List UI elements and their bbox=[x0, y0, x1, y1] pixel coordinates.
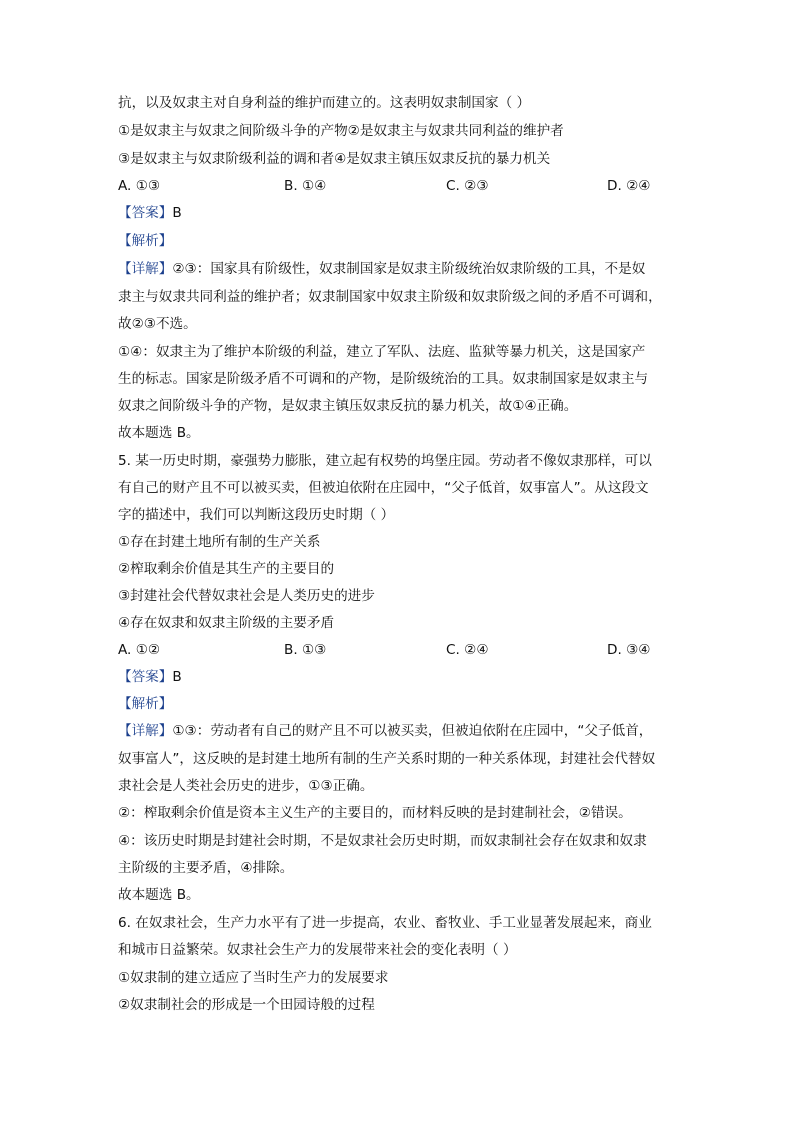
q5-stem-line: 字的描述中，我们可以判断这段历史时期（ ） bbox=[118, 507, 395, 523]
answer-value: B bbox=[172, 669, 182, 685]
detail-text: ②③：国家具有阶级性，奴隶制国家是奴隶主阶级统治奴隶阶级的工具，不是奴 bbox=[172, 261, 646, 277]
q4-option-d: D. ②④ bbox=[607, 178, 651, 194]
q5-answer-line bbox=[118, 667, 182, 687]
q5-detail-line: 奴事富人”，这反映的是封建土地所有制的生产关系时期的一种关系体现，封建社会代替奴 bbox=[118, 751, 656, 767]
q5-statement: ①存在封建土地所有制的生产关系 bbox=[118, 534, 321, 550]
q5-detail-line bbox=[118, 721, 652, 741]
q4-detail-line: 奴隶之间阶级斗争的产物，是奴隶主镇压奴隶反抗的暴力机关，故①④正确。 bbox=[118, 398, 578, 414]
q4-detail-line bbox=[118, 259, 645, 279]
q4-statement-line: ③是奴隶主与奴隶阶级利益的调和者④是奴隶主镇压奴隶反抗的暴力机关 bbox=[118, 151, 551, 167]
q5-statement: ④存在奴隶和奴隶主阶级的主要矛盾 bbox=[118, 615, 335, 631]
q6-statement: ②奴隶制社会的形成是一个田园诗般的过程 bbox=[118, 997, 375, 1013]
detail-tag: 【详解】 bbox=[118, 723, 173, 739]
q5-analysis-tag bbox=[118, 694, 172, 714]
q5-option-d: D. ③④ bbox=[607, 642, 651, 658]
q6-stem-line: 6. 在奴隶社会，生产力水平有了进一步提高，农业、畜牧业、手工业显著发展起来，商业 bbox=[118, 915, 652, 931]
q5-detail-line: ④：该历史时期是封建社会时期，不是奴隶社会历史时期，而奴隶制社会存在奴隶和奴隶 bbox=[118, 833, 647, 849]
q4-stem-tail: 抗，以及奴隶主对自身利益的维护而建立的。这表明奴隶制国家（ ） bbox=[118, 95, 531, 111]
answer-tag: 【答案】 bbox=[118, 669, 173, 685]
q6-statement: ①奴隶制的建立适应了当时生产力的发展要求 bbox=[118, 970, 389, 986]
detail-tag: 【详解】 bbox=[118, 261, 173, 277]
q5-conclusion: 故本题选 B。 bbox=[118, 887, 200, 903]
q4-detail-line: 故②③不选。 bbox=[118, 316, 197, 332]
analysis-tag: 【解析】 bbox=[118, 696, 173, 712]
q4-option-b: B. ①④ bbox=[284, 178, 327, 194]
q4-option-c: C. ②③ bbox=[446, 178, 489, 194]
q5-detail-line: 主阶级的主要矛盾，④排除。 bbox=[118, 860, 294, 876]
detail-text: ①③：劳动者有自己的财产且不可以被买卖，但被迫依附在庄园中，“父子低首， bbox=[172, 723, 653, 739]
q5-option-a: A. ①② bbox=[118, 642, 161, 658]
answer-tag: 【答案】 bbox=[118, 205, 173, 221]
q4-analysis-tag bbox=[118, 231, 172, 251]
q5-statement: ②榨取剩余价值是其生产的主要目的 bbox=[118, 561, 335, 577]
q4-conclusion: 故本题选 B。 bbox=[118, 425, 200, 441]
answer-value: B bbox=[172, 205, 182, 221]
q5-stem-line: 有自己的财产且不可以被买卖，但被迫依附在庄园中，“父子低首，奴事富人”。从这段文 bbox=[118, 480, 649, 496]
q5-detail-line: 隶社会是人类社会历史的进步，①③正确。 bbox=[118, 778, 374, 794]
q4-detail-line: 隶主与奴隶共同利益的维护者；奴隶制国家中奴隶主阶级和奴隶阶级之间的矛盾不可调和， bbox=[118, 289, 662, 305]
analysis-tag: 【解析】 bbox=[118, 233, 173, 249]
q5-option-b: B. ①③ bbox=[284, 642, 327, 658]
q4-detail-line: ①④：奴隶主为了维护本阶级的利益，建立了军队、法庭、监狱等暴力机关，这是国家产 bbox=[118, 344, 646, 360]
q4-option-a: A. ①③ bbox=[118, 178, 161, 194]
q5-option-c: C. ②④ bbox=[446, 642, 489, 658]
q4-statement-line: ①是奴隶主与奴隶之间阶级斗争的产物②是奴隶主与奴隶共同利益的维护者 bbox=[118, 123, 564, 139]
q6-stem-line: 和城市日益繁荣。奴隶社会生产力的发展带来社会的变化表明（ ） bbox=[118, 942, 517, 958]
q5-stem-line: 5. 某一历史时期，豪强势力膨胀，建立起有权势的坞堡庄园。劳动者不像奴隶那样，可以 bbox=[118, 453, 652, 469]
q5-statement: ③封建社会代替奴隶社会是人类历史的进步 bbox=[118, 588, 375, 604]
q4-answer-line bbox=[118, 203, 182, 223]
q4-detail-line: 生的标志。国家是阶级矛盾不可调和的产物，是阶级统治的工具。奴隶制国家是奴隶主与 bbox=[118, 371, 649, 387]
q5-detail-line: ②：榨取剩余价值是资本主义生产的主要目的，而材料反映的是封建制社会，②错误。 bbox=[118, 805, 632, 821]
